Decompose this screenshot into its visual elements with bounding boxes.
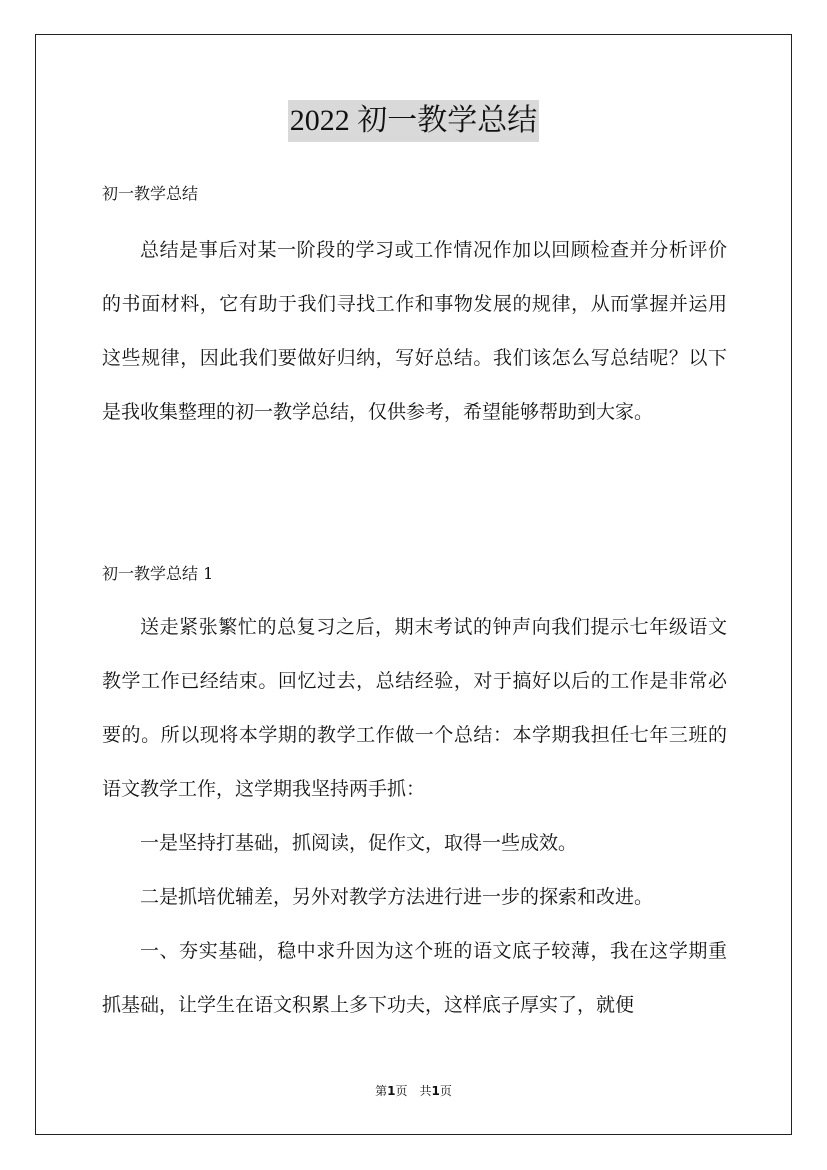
- page-footer: [0, 1083, 827, 1099]
- section1-paragraph: 一是坚持打基础，抓阅读，促作文，取得一些成效。: [140, 832, 578, 854]
- section1-paragraph: 一、夯实基础，稳中求升因为这个班的语文底子较薄，我在这学期重抓基础，让学生在语文积累上多下功夫，这样底子厚实了，就便: [102, 940, 727, 1016]
- page-label-prefix: 第: [375, 1084, 388, 1098]
- total-label-prefix: 共: [419, 1084, 432, 1098]
- section1-heading: 初一教学总结 1: [102, 564, 214, 583]
- total-label-suffix: 页: [439, 1084, 452, 1098]
- page-number: 1: [387, 1084, 396, 1098]
- section1-paragraph: 送走紧张繁忙的总复习之后，期末考试的钟声向我们提示七年级语文教学工作已经结束。回忆过去，总结经验，对于搞好以后的工作是非常必要的。所以现将本学期的教学工作做一个总结：本学期我担任七年三班的语文教学工作，这学期我坚持两手抓：: [102, 616, 727, 800]
- page-label-suffix: 页: [395, 1084, 408, 1098]
- section1-paragraph: 二是抓培优辅差，另外对教学方法进行进一步的探索和改进。: [140, 886, 654, 908]
- title-container: [0, 100, 827, 142]
- section-heading: 初一教学总结: [102, 184, 199, 203]
- section1-body: [102, 600, 727, 1032]
- total-pages: 1: [431, 1084, 440, 1098]
- intro-paragraph: 总结是事后对某一阶段的学习或工作情况作加以回顾检查并分析评价的书面材料，它有助于我们寻找工作和事物发展的规律，从而掌握并运用这些规律，因此我们要做好归纳，写好总结。我们该怎么写总结呢？以下是我收集整理的初一教学总结，仅供参考，希望能够帮助到大家。: [102, 239, 727, 423]
- document-title: 2022 初一教学总结: [288, 100, 540, 142]
